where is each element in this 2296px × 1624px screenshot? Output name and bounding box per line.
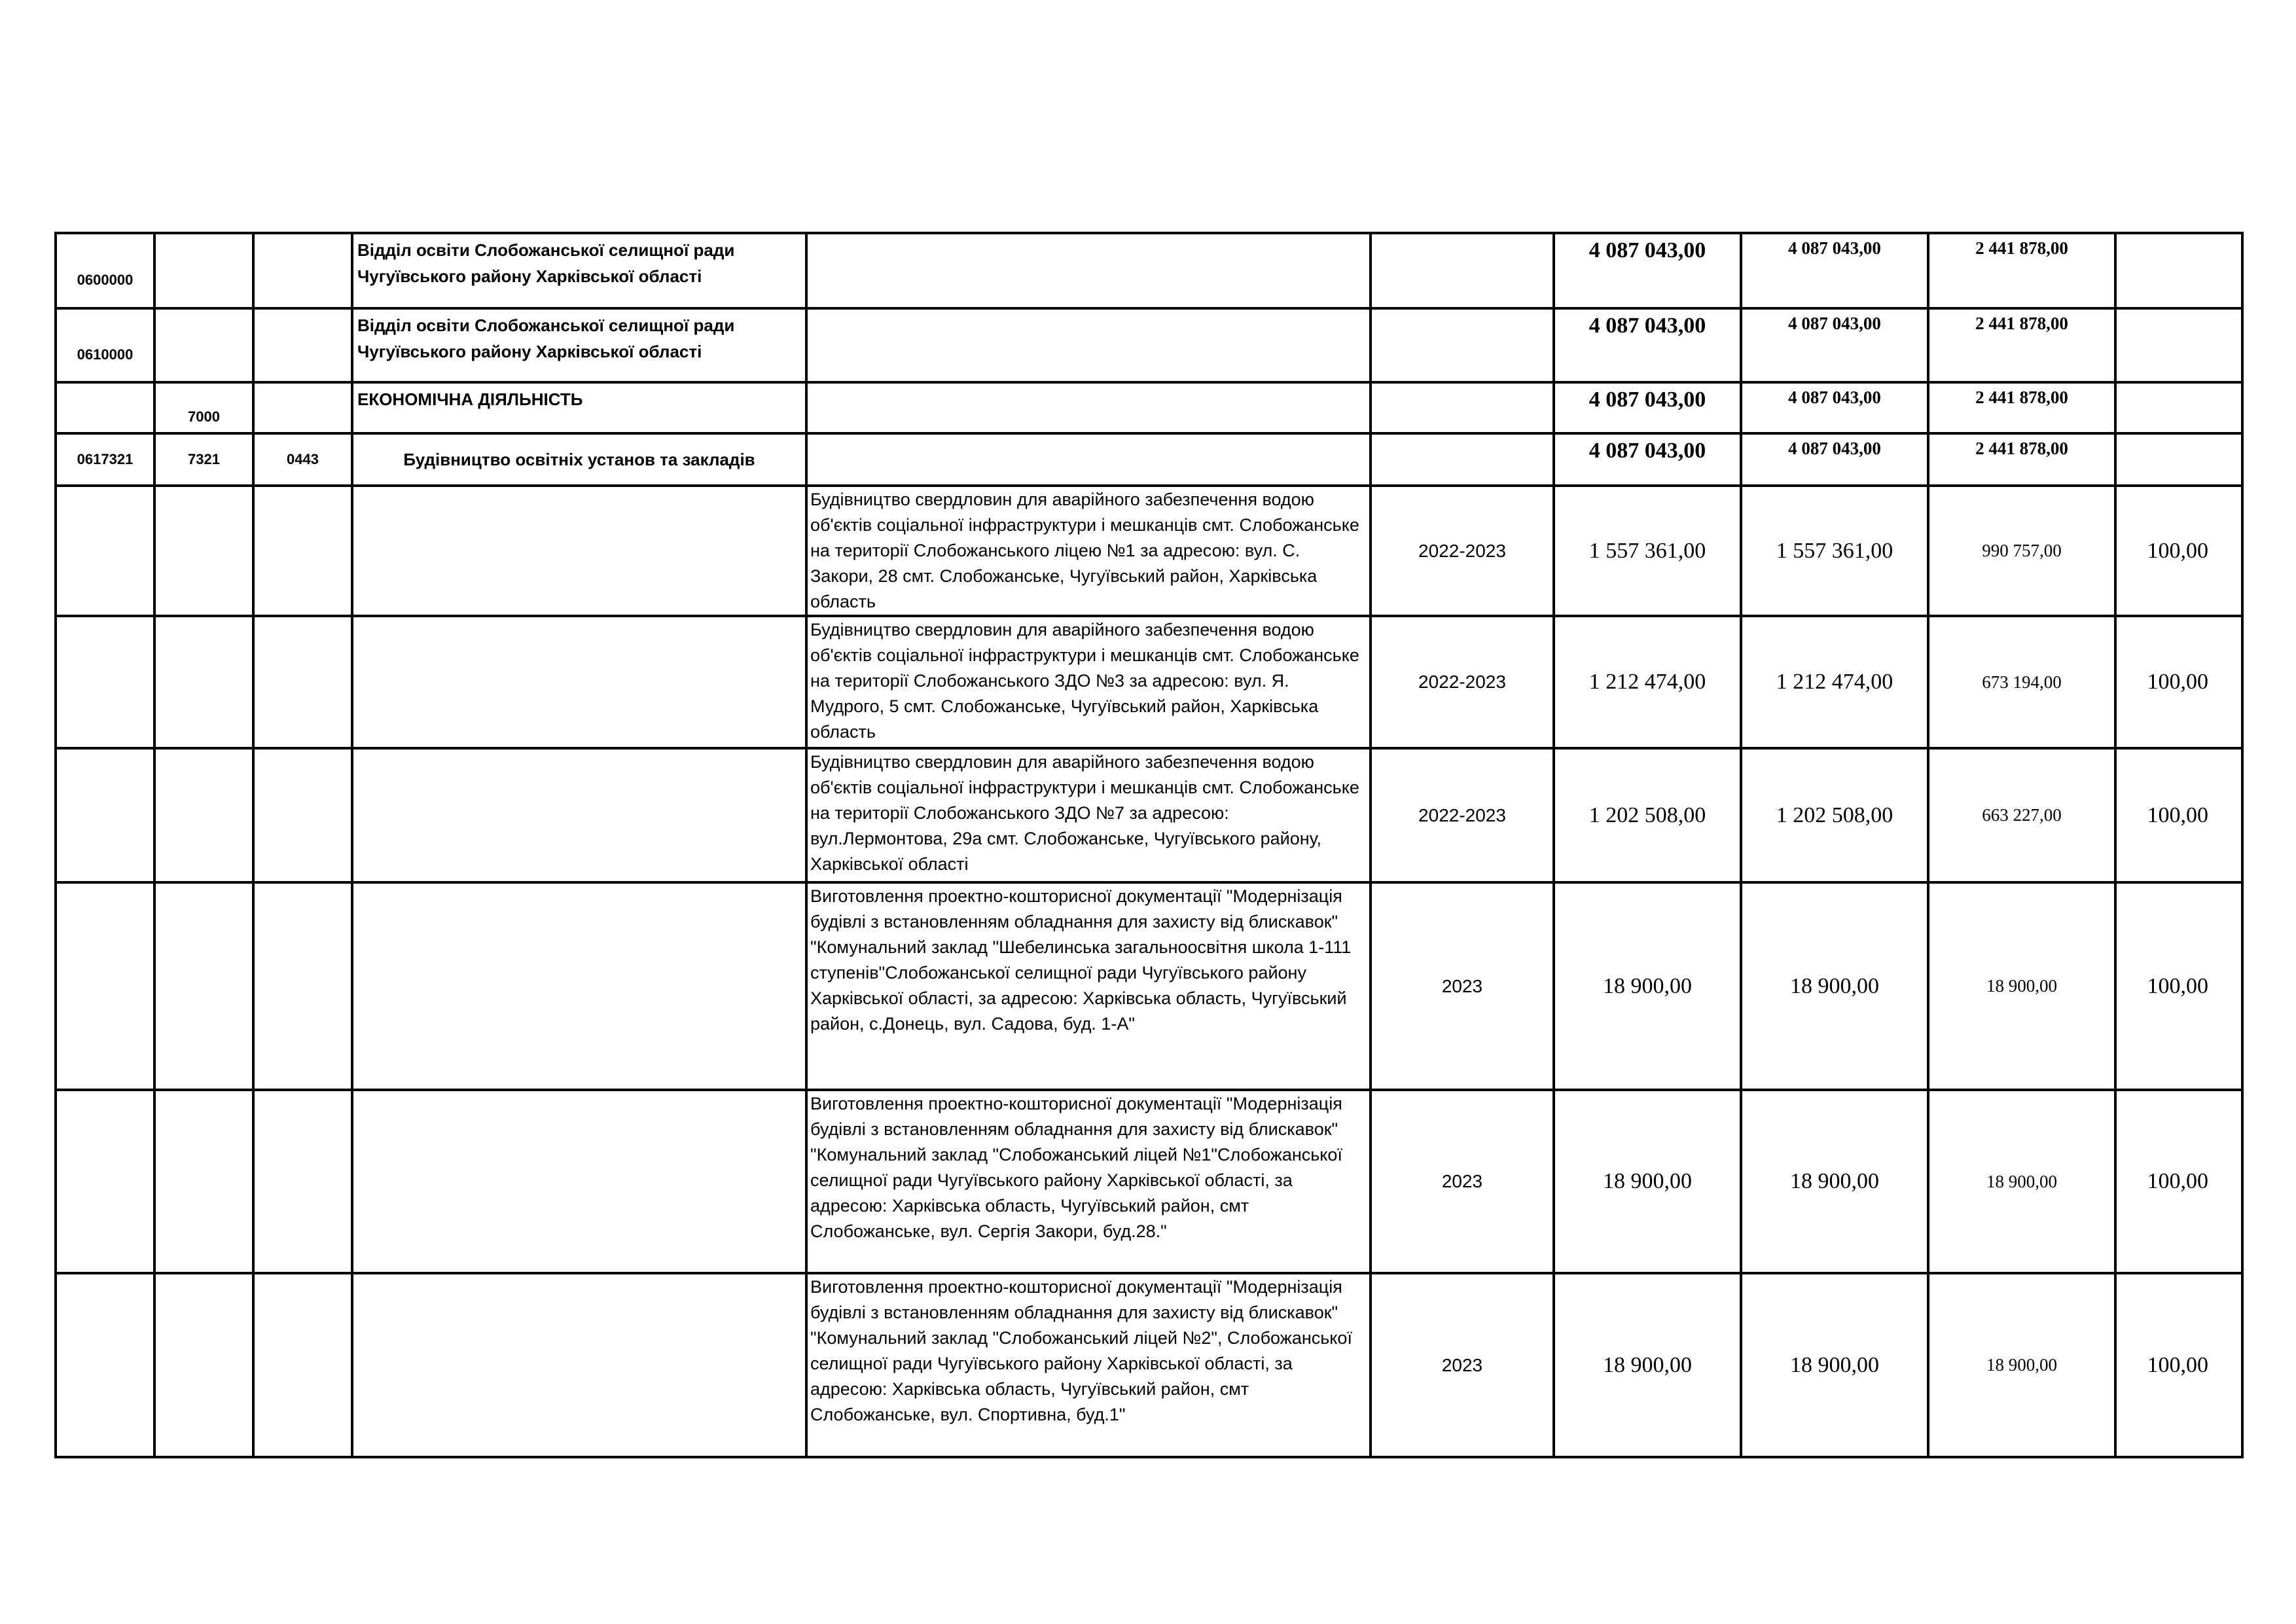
construction-period-cell: 2022-2023 xyxy=(1371,616,1554,748)
total-cost-cell: 1 557 361,00 xyxy=(1554,486,1741,616)
classifier-code-cell: 0443 xyxy=(253,433,352,486)
object-description-cell xyxy=(806,233,1371,308)
object-description-cell: Будівництво свердловин для аварійного забезпечення водою об'єктів соціальної інфраструктури і мешканців смт. Слобожанське на території Слобожанського ЗДО №7 за адресою: вул.Лермонтова, 29а смт. Слобожанське, Чугуївського району, Харківської області xyxy=(806,748,1371,882)
total-cost-cell: 1 202 508,00 xyxy=(1554,748,1741,882)
empty-cell xyxy=(56,748,154,882)
empty-cell xyxy=(56,1273,154,1457)
total-cost-cell: 18 900,00 xyxy=(1554,1273,1741,1457)
program-code-cell: 0610000 xyxy=(56,308,154,382)
construction-period-cell xyxy=(1371,308,1554,382)
year-amount-cell: 4 087 043,00 xyxy=(1741,382,1928,433)
object-description-cell: Виготовлення проектно-кошторисної документації "Модернізація будівлі з встановленням обладнання для захисту від блискавок" "Комунальний заклад "Шебелинська загальноосвітня школа 1-111 ступенів"Слобожанської селищної ради Чугуївського району Харківської області, за адресою: Харківська область, Чугуївський район, с.Донець, вул. Садова, буд. 1-А" xyxy=(806,882,1371,1090)
object-description-cell xyxy=(806,308,1371,382)
table-row-project xyxy=(56,616,2242,748)
year-amount-cell: 18 900,00 xyxy=(1741,882,1928,1090)
object-description-cell: Виготовлення проектно-кошторисної документації "Модернізація будівлі з встановленням обладнання для захисту від блискавок" "Комунальний заклад "Слобожанський ліцей №1"Слобожанської селищної ради Чугуївського району Харківської області, за адресою: Харківська область, Чугуївський район, смт Слобожанське, вул. Сергія Закори, буд.28." xyxy=(806,1090,1371,1273)
empty-cell xyxy=(253,748,352,882)
total-cost-cell: 4 087 043,00 xyxy=(1554,433,1741,486)
empty-cell xyxy=(352,1273,806,1457)
construction-period-cell: 2023 xyxy=(1371,1090,1554,1273)
empty-cell xyxy=(154,1273,253,1457)
remainder-cell: 2 441 878,00 xyxy=(1928,433,2115,486)
program-name-cell: ЕКОНОМІЧНА ДІЯЛЬНІСТЬ xyxy=(352,382,806,433)
program-name-cell: Будівництво освітніх установ та закладів xyxy=(352,433,806,486)
empty-cell xyxy=(352,882,806,1090)
readiness-percent-cell: 100,00 xyxy=(2115,748,2242,882)
readiness-percent-cell: 100,00 xyxy=(2115,1090,2242,1273)
construction-period-cell: 2022-2023 xyxy=(1371,748,1554,882)
empty-cell xyxy=(352,616,806,748)
program-code-cell: 0617321 xyxy=(56,433,154,486)
function-code-cell: 7321 xyxy=(154,433,253,486)
remainder-cell: 18 900,00 xyxy=(1928,1090,2115,1273)
function-code-cell: 7000 xyxy=(154,382,253,433)
empty-cell xyxy=(253,1273,352,1457)
program-name-cell: Відділ освіти Слобожанської селищної ради Чугуївського району Харківської області xyxy=(352,233,806,308)
readiness-percent-cell xyxy=(2115,382,2242,433)
table-row-project xyxy=(56,1090,2242,1273)
classifier-code-cell xyxy=(253,308,352,382)
total-cost-cell: 4 087 043,00 xyxy=(1554,308,1741,382)
construction-period-cell: 2022-2023 xyxy=(1371,486,1554,616)
empty-cell xyxy=(154,616,253,748)
year-amount-cell: 1 212 474,00 xyxy=(1741,616,1928,748)
budget-table xyxy=(54,232,2244,1458)
readiness-percent-cell: 100,00 xyxy=(2115,1273,2242,1457)
remainder-cell: 663 227,00 xyxy=(1928,748,2115,882)
remainder-cell: 18 900,00 xyxy=(1928,1273,2115,1457)
table-row-program xyxy=(56,433,2242,486)
empty-cell xyxy=(352,1090,806,1273)
object-description-cell xyxy=(806,433,1371,486)
readiness-percent-cell: 100,00 xyxy=(2115,882,2242,1090)
object-description-cell xyxy=(806,382,1371,433)
construction-period-cell: 2023 xyxy=(1371,1273,1554,1457)
total-cost-cell: 4 087 043,00 xyxy=(1554,233,1741,308)
classifier-code-cell xyxy=(253,233,352,308)
empty-cell xyxy=(56,882,154,1090)
object-description-cell: Виготовлення проектно-кошторисної документації "Модернізація будівлі з встановленням обладнання для захисту від блискавок" "Комунальний заклад "Слобожанський ліцей №2", Слобожанської селищної ради Чугуївського району Харківської області, за адресою: Харківська область, Чугуївський район, смт Слобожанське, вул. Спортивна, буд.1" xyxy=(806,1273,1371,1457)
year-amount-cell: 4 087 043,00 xyxy=(1741,233,1928,308)
classifier-code-cell xyxy=(253,382,352,433)
empty-cell xyxy=(56,486,154,616)
construction-period-cell: 2023 xyxy=(1371,882,1554,1090)
table-row-project xyxy=(56,486,2242,616)
empty-cell xyxy=(253,486,352,616)
empty-cell xyxy=(253,1090,352,1273)
remainder-cell: 2 441 878,00 xyxy=(1928,308,2115,382)
empty-cell xyxy=(154,882,253,1090)
readiness-percent-cell: 100,00 xyxy=(2115,486,2242,616)
remainder-cell: 2 441 878,00 xyxy=(1928,382,2115,433)
empty-cell xyxy=(352,748,806,882)
empty-cell xyxy=(56,1090,154,1273)
readiness-percent-cell: 100,00 xyxy=(2115,616,2242,748)
remainder-cell: 990 757,00 xyxy=(1928,486,2115,616)
table-row-department xyxy=(56,308,2242,382)
table-row-project xyxy=(56,882,2242,1090)
readiness-percent-cell xyxy=(2115,308,2242,382)
remainder-cell: 673 194,00 xyxy=(1928,616,2115,748)
table-row-section xyxy=(56,382,2242,433)
table-row-project xyxy=(56,748,2242,882)
empty-cell xyxy=(154,1090,253,1273)
remainder-cell: 18 900,00 xyxy=(1928,882,2115,1090)
function-code-cell xyxy=(154,233,253,308)
readiness-percent-cell xyxy=(2115,233,2242,308)
table-row-department xyxy=(56,233,2242,308)
readiness-percent-cell xyxy=(2115,433,2242,486)
total-cost-cell: 1 212 474,00 xyxy=(1554,616,1741,748)
empty-cell xyxy=(154,748,253,882)
total-cost-cell: 18 900,00 xyxy=(1554,1090,1741,1273)
construction-period-cell xyxy=(1371,382,1554,433)
year-amount-cell: 1 202 508,00 xyxy=(1741,748,1928,882)
construction-period-cell xyxy=(1371,233,1554,308)
empty-cell xyxy=(154,486,253,616)
object-description-cell: Будівництво свердловин для аварійного забезпечення водою об'єктів соціальної інфраструктури і мешканців смт. Слобожанське на території Слобожанського ЗДО №3 за адресою: вул. Я. Мудрого, 5 смт. Слобожанське, Чугуївський район, Харківська область xyxy=(806,616,1371,748)
empty-cell xyxy=(56,616,154,748)
table-row-project xyxy=(56,1273,2242,1457)
program-code-cell: 0600000 xyxy=(56,233,154,308)
construction-period-cell xyxy=(1371,433,1554,486)
total-cost-cell: 18 900,00 xyxy=(1554,882,1741,1090)
empty-cell xyxy=(352,486,806,616)
empty-cell xyxy=(253,616,352,748)
year-amount-cell: 4 087 043,00 xyxy=(1741,308,1928,382)
year-amount-cell: 18 900,00 xyxy=(1741,1090,1928,1273)
remainder-cell: 2 441 878,00 xyxy=(1928,233,2115,308)
function-code-cell xyxy=(154,308,253,382)
year-amount-cell: 4 087 043,00 xyxy=(1741,433,1928,486)
program-code-cell xyxy=(56,382,154,433)
object-description-cell: Будівництво свердловин для аварійного забезпечення водою об'єктів соціальної інфраструктури і мешканців смт. Слобожанське на території Слобожанського ліцею №1 за адресою: вул. С. Закори, 28 смт. Слобожанське, Чугуївський район, Харківська область xyxy=(806,486,1371,616)
total-cost-cell: 4 087 043,00 xyxy=(1554,382,1741,433)
year-amount-cell: 18 900,00 xyxy=(1741,1273,1928,1457)
program-name-cell: Відділ освіти Слобожанської селищної ради Чугуївського району Харківської області xyxy=(352,308,806,382)
year-amount-cell: 1 557 361,00 xyxy=(1741,486,1928,616)
empty-cell xyxy=(253,882,352,1090)
